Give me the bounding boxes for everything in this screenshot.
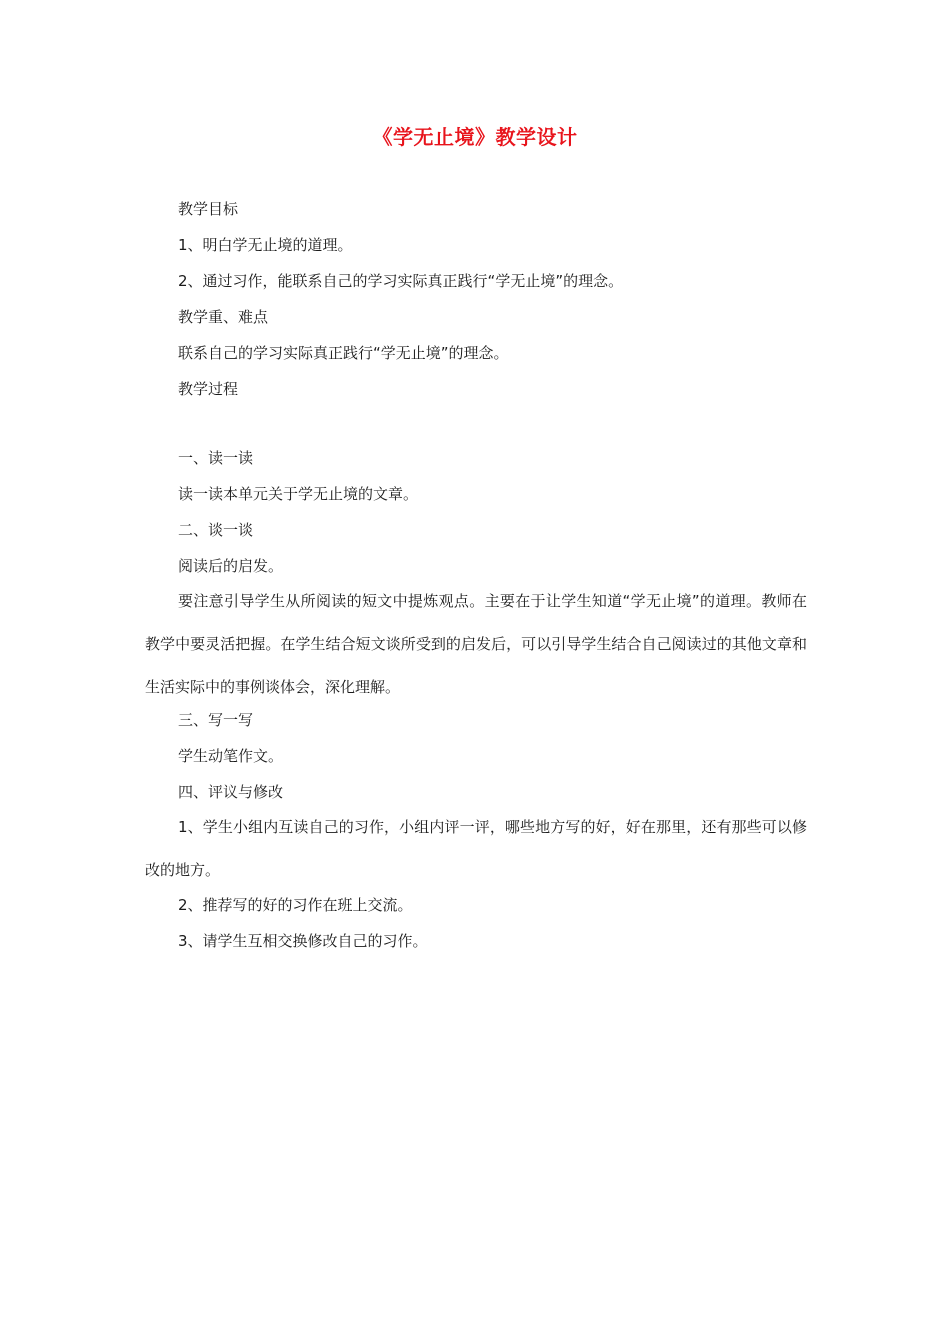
goal-item-1: 1、明白学无止境的道理。 [178,236,353,254]
step-4-item-2: 2、推荐写的好的习作在班上交流。 [178,896,413,914]
step-4-heading: 四、评议与修改 [178,783,284,801]
step-1-text: 读一读本单元关于学无止境的文章。 [178,485,419,503]
step-4-item-3: 3、请学生互相交换修改自己的习作。 [178,932,428,950]
step-1-heading: 一、读一读 [178,449,254,467]
key-points-heading: 教学重、难点 [178,308,269,326]
step-3-heading: 三、写一写 [178,711,254,729]
step-4-paragraph: 1、学生小组内互读自己的习作，小组内评一评，哪些地方写的好，好在那里，还有那些可以修改的地方。 [145,818,807,879]
step-3-text: 学生动笔作文。 [178,747,284,765]
step-2-text: 阅读后的启发。 [178,557,284,575]
process-heading: 教学过程 [178,380,239,398]
step-2-heading: 二、谈一谈 [178,521,254,539]
goals-heading: 教学目标 [178,200,239,218]
goal-item-2: 2、通过习作，能联系自己的学习实际真正践行“学无止境”的理念。 [178,272,624,290]
document-title: 《学无止境》教学设计 [372,125,578,149]
step-2-paragraph: 要注意引导学生从所阅读的短文中提炼观点。主要在于让学生知道“学无止境”的道理。教师在教学中要灵活把握。在学生结合短文谈所受到的启发后，可以引导学生结合自己阅读过的其他文章和生活实际中的事例谈体会，深化理解。 [145,592,807,696]
key-points-text: 联系自己的学习实际真正践行“学无止境”的理念。 [178,344,509,362]
